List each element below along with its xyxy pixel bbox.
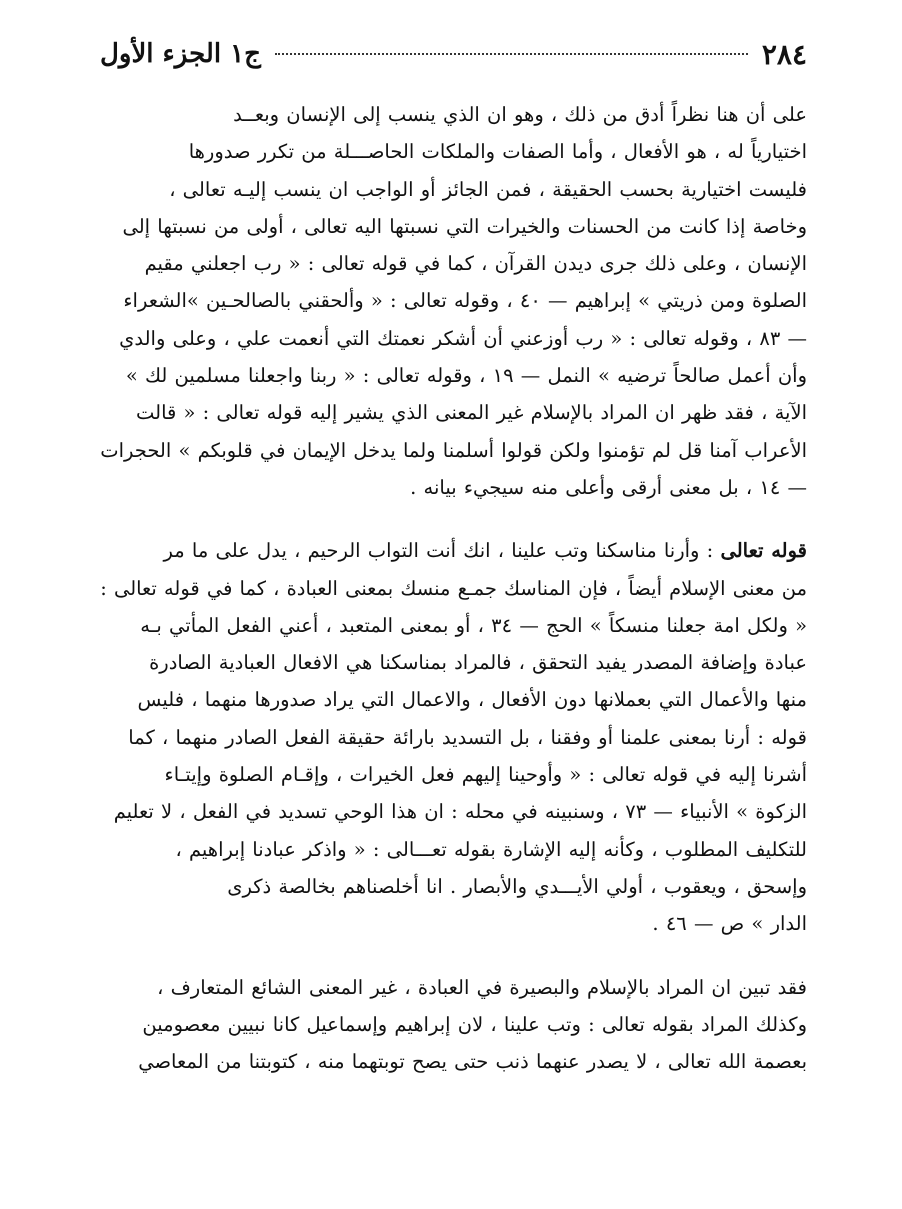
text-line: من معنى الإسلام أيضاً ، فإن المناسك جمـع منسك بمعنى العبادة ، كما في قوله تعالى : bbox=[100, 576, 808, 600]
text-line: الدار » ص — ٤٦ . bbox=[652, 912, 807, 936]
text-line: للتكليف المطلوب ، وكأنه إليه الإشارة بقوله تعـــالى : « واذكر عبادنا إبراهيم ، bbox=[175, 837, 807, 861]
text-line: وأن أعمل صالحاً ترضيه » النمل — ١٩ ، وقوله تعالى : « ربنا واجعلنا مسلمين لك » bbox=[125, 364, 807, 388]
text-line: قوله : أرنا بمعنى علمنا أو وفقنا ، بل التسديد بارائة حقيقة الفعل الصادر منهما ، كما bbox=[128, 725, 807, 749]
paragraph-3 bbox=[100, 969, 807, 1081]
paragraph-2 bbox=[100, 532, 807, 942]
running-title: ج١ الجزء الأول bbox=[100, 39, 261, 69]
text-line: بعصمة الله تعالى ، لا يصدر عنهما ذنب حتى يصح توبتهما منه ، كتوبتنا من المعاصي bbox=[138, 1050, 807, 1074]
text-line: الآية ، فقد ظهر ان المراد بالإسلام غير المعنى الذي يشير إليه قوله تعالى : « قالت bbox=[135, 401, 807, 425]
text-line: — ١٤ ، بل معنى أرقى وأعلى منه سيجيء بيانه . bbox=[410, 475, 807, 499]
text-line: فقد تبين ان المراد بالإسلام والبصيرة في العبادة ، غير المعنى الشائع المتعارف ، bbox=[157, 975, 807, 999]
paragraph-1 bbox=[100, 96, 807, 506]
text-line: وخاصة إذا كانت من الحسنات والخيرات التي نسبتها اليه تعالى ، أولى من نسبتها إلى bbox=[122, 214, 807, 238]
text-line-rest: : وأرنا مناسكنا وتب علينا ، انك أنت التواب الرحيم ، يدل على ما مر bbox=[163, 539, 714, 563]
text-line: — ٨٣ ، وقوله تعالى : « رب أوزعني أن أشكر نعمتك التي أنعمت علي ، وعلى والدي bbox=[119, 326, 807, 350]
text-line bbox=[100, 532, 807, 569]
text-line: أشرنا إليه في قوله تعالى : « وأوحينا إليهم فعل الخيرات ، وإقـام الصلوة وإيتـاء bbox=[164, 763, 807, 787]
page-header bbox=[100, 30, 807, 78]
text-line: الزكوة » الأنبياء — ٧٣ ، وسنبينه في محله : ان هذا الوحي تسديد في الفعل ، لا تعليم bbox=[113, 800, 807, 824]
text-line: الأعراب آمنا قل لم تؤمنوا ولكن قولوا أسلمنا ولما يدخل الإيمان في قلوبكم » الحجرات bbox=[100, 438, 807, 462]
text-line: « ولكل امة جعلنا منسكاً » الحج — ٣٤ ، أو بمعنى المتعبد ، أعني الفعل المأتي بـه bbox=[140, 613, 807, 637]
text-line: وإسحق ، ويعقوب ، أولي الأيـــدي والأبصار . انا أخلصناهم بخالصة ذكرى bbox=[227, 874, 807, 898]
header-dotted-rule bbox=[275, 53, 748, 55]
text-line: الصلوة ومن ذريتي » إبراهيم — ٤٠ ، وقوله تعالى : « وألحقني بالصالحـين »الشعراء bbox=[123, 289, 807, 313]
text-line: عبادة وإضافة المصدر يفيد التحقق ، فالمراد بمناسكنا هي الافعال العبادية الصادرة bbox=[149, 651, 807, 675]
verse-heading: قوله تعالى bbox=[720, 539, 807, 563]
text-line: على أن هنا نظراً أدق من ذلك ، وهو ان الذي ينسب إلى الإنسان وبعــد bbox=[233, 103, 807, 126]
text-line: اختيارياً له ، هو الأفعال ، وأما الصفات والملكات الحاصـــلة من تكرر صدورها bbox=[188, 140, 807, 164]
text-line: وكذلك المراد بقوله تعالى : وتب علينا ، لان إبراهيم وإسماعيل كانا نبيين معصومين bbox=[142, 1012, 807, 1036]
text-line: فليست اختيارية بحسب الحقيقة ، فمن الجائز أو الواجب ان ينسب إليـه تعالى ، bbox=[169, 177, 807, 201]
text-line: منها والأعمال التي بعملانها دون الأفعال ، والاعمال التي يراد صدورها منهما ، فليس bbox=[137, 688, 807, 712]
text-line: الإنسان ، وعلى ذلك جرى ديدن القرآن ، كما في قوله تعالى : « رب اجعلني مقيم bbox=[144, 252, 807, 276]
page-number: ٢٨٤ bbox=[761, 37, 807, 71]
